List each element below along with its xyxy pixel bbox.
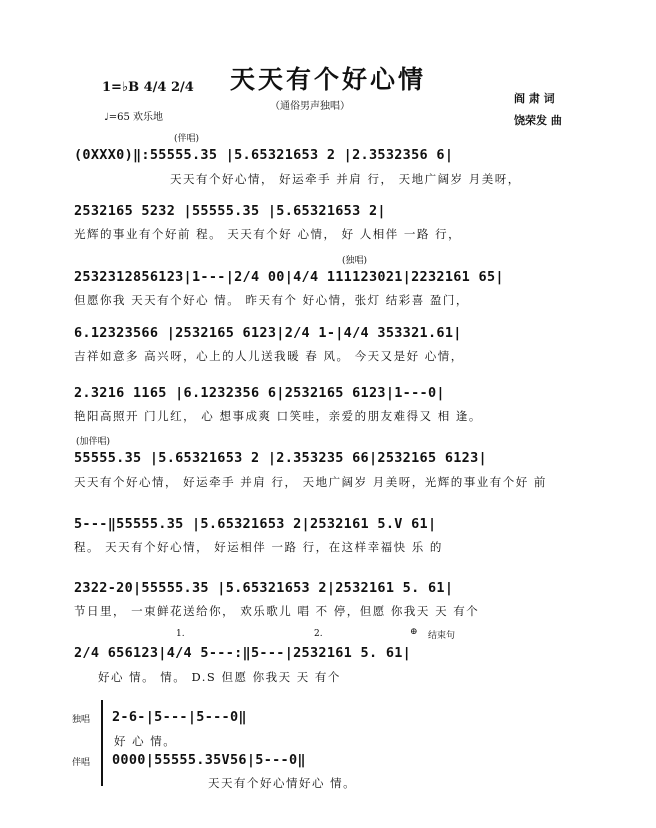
key-signature: 1=♭B 4/4 2/4 <box>102 80 194 95</box>
notation-chorus-final: 0000|55555.35V56|5---0‖ <box>112 752 306 768</box>
lyrics-system-2: 光辉的事业有个好前 程。 天天有个好 心情， 好 人相伴 一路 行， <box>74 227 462 241</box>
solo-staff-label: 独唱 <box>72 715 91 725</box>
lyrics-system-4: 吉祥如意多 高兴呀，心上的人儿送我暖 春 风。 今天又是好 心情， <box>74 349 464 363</box>
lyrics-system-5: 艳阳高照开 门儿红， 心 想事成爽 口笑哇，亲爱的朋友难得又 相 逢。 <box>74 409 482 423</box>
composer-credit: 饶荣发 曲 <box>514 114 562 127</box>
subtitle: （通俗男声独唱） <box>270 101 350 112</box>
lyrics-solo-final: 好 心 情。 <box>114 734 177 748</box>
notation-system-5: 2.3216 1165 |6.1232356 6|2532165 6123|1---0| <box>74 385 445 401</box>
volta-2-mark: 2. <box>314 629 323 639</box>
lyricist-credit: 阎 肃 词 <box>514 92 555 105</box>
solo-mark: (独唱) <box>342 256 368 266</box>
lyrics-system-6: 天天有个好心情， 好运牵手 并肩 行， 天地广阔岁 月美呀，光辉的事业有个好 前 <box>74 475 547 489</box>
notation-system-6: 55555.35 |5.65321653 2 |2.353235 66|2532165 6123| <box>74 450 487 466</box>
notation-system-1: (0XXX0)‖:55555.35 |5.65321653 2 |2.3532356 6| <box>74 147 454 163</box>
chorus-staff-label: 伴唱 <box>72 758 91 768</box>
notation-system-3: 2532312856123|1---|2/4 00|4/4 111123021|2232161 65| <box>74 269 504 285</box>
volta-1-mark: 1. <box>176 629 185 639</box>
lyrics-system-3: 但愿你我 天天有个好心 情。 昨天有个 好心情，张灯 结彩喜 盈门， <box>74 293 469 307</box>
lyrics-system-1: 天天有个好心情， 好运牵手 并肩 行， 天地广阔岁 月美呀， <box>170 172 521 186</box>
lyrics-system-8: 节日里， 一束鲜花送给你， 欢乐歌儿 唱 不 停，但愿 你我天 天 有个 <box>74 604 480 618</box>
coda-mark: ⊕ <box>410 627 418 637</box>
lyrics-system-9: 好心 情。 情。 D.S 但愿 你我天 天 有个 <box>98 670 341 684</box>
notation-system-8: 2322-20|55555.35 |5.65321653 2|2532161 5. 61| <box>74 580 454 596</box>
notation-solo-final: 2-6-|5---|5---0‖ <box>112 709 247 725</box>
system-bracket <box>101 700 103 786</box>
tempo-marking: ♩=65 欢乐地 <box>104 112 163 123</box>
chorus-mark: (伴唱) <box>174 134 200 144</box>
add-chorus-mark: (加伴唱) <box>76 437 111 447</box>
notation-system-9: 2/4 656123|4/4 5---:‖5---|2532161 5. 61| <box>74 645 412 661</box>
notation-system-2: 2532165 5232 |55555.35 |5.65321653 2| <box>74 203 386 219</box>
lyrics-chorus-final: 天天有个好心情好心 情。 <box>208 776 357 790</box>
notation-system-4: 6.12323566 |2532165 6123|2/4 1-|4/4 353321.61| <box>74 325 462 341</box>
ending-mark: 结束句 <box>428 631 456 641</box>
notation-system-7: 5---‖55555.35 |5.65321653 2|2532161 5.V 61| <box>74 516 437 532</box>
lyrics-system-7: 程。 天天有个好心情， 好运相伴 一路 行，在这样幸福快 乐 的 <box>74 540 443 554</box>
page-title: 天天有个好心情 <box>229 65 426 94</box>
